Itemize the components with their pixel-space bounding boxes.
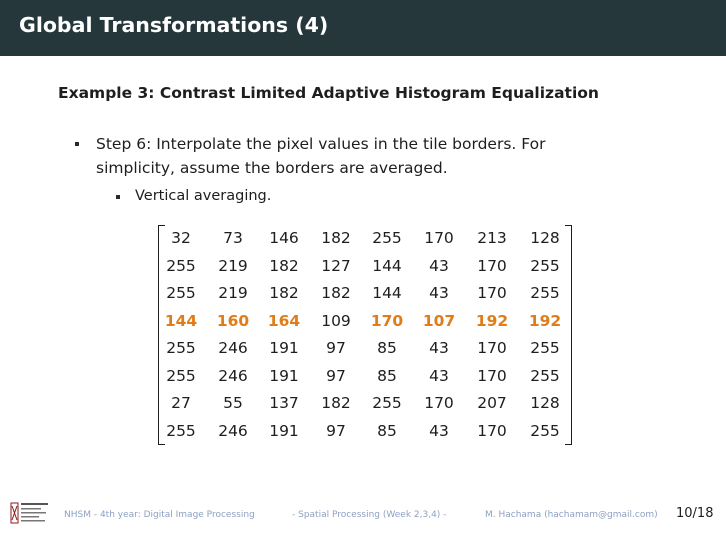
matrix-cell: 255 [166, 284, 196, 302]
matrix-cell: 191 [269, 339, 299, 357]
matrix-cell: 182 [269, 284, 299, 302]
matrix-cell: 109 [321, 311, 351, 330]
matrix-cell: 85 [377, 339, 397, 357]
matrix-cell: 144 [372, 256, 402, 275]
matrix-cell: 146 [269, 229, 299, 247]
matrix-cell: 191 [269, 421, 299, 440]
matrix-cell: 182 [321, 229, 351, 247]
matrix-cell: 43 [429, 284, 449, 302]
sub-bullet-icon [116, 195, 120, 199]
step-text: Step 6: Interpolate the pixel values in the tile borders. For simplicity, assume the borders are averaged. [96, 135, 546, 177]
matrix-cell: 43 [429, 421, 449, 440]
matrix-cell: 255 [530, 421, 560, 440]
matrix-cell: 191 [269, 366, 299, 385]
matrix-cell: 144 [372, 284, 402, 302]
bullet-icon [75, 142, 79, 146]
matrix-cell: 192 [528, 311, 562, 330]
matrix-cell: 246 [218, 366, 248, 385]
matrix-cell: 182 [269, 256, 299, 275]
matrix [158, 225, 572, 443]
matrix-cell: 27 [171, 394, 191, 412]
matrix-cell: 255 [166, 421, 196, 440]
matrix-cell: 255 [166, 366, 196, 385]
slide-title: Global Transformations (4) [19, 13, 329, 37]
matrix-cell: 164 [267, 311, 301, 330]
matrix-cell: 170 [477, 339, 507, 357]
matrix-cell: 160 [216, 311, 250, 330]
matrix-cell: 97 [326, 339, 346, 357]
matrix-cell: 255 [530, 284, 560, 302]
sub-bullet-text: Vertical averaging. [135, 188, 272, 204]
matrix-cell: 170 [477, 284, 507, 302]
matrix-cell: 128 [530, 229, 560, 247]
footer-institution: NHSM - 4th year: Digital Image Processing [64, 510, 255, 520]
matrix-cell: 170 [424, 229, 454, 247]
matrix-cell: 170 [477, 421, 507, 440]
matrix-cell: 128 [530, 394, 560, 412]
matrix-cell: 43 [429, 366, 449, 385]
matrix-cell: 170 [424, 394, 454, 412]
slide-title-bar [0, 0, 726, 56]
footer-author: M. Hachama (hachamam@gmail.com) [485, 510, 658, 520]
matrix-cell: 97 [326, 421, 346, 440]
matrix-cell: 246 [218, 421, 248, 440]
matrix-cell: 73 [223, 229, 243, 247]
matrix-cell: 219 [218, 256, 248, 275]
matrix-cell: 85 [377, 421, 397, 440]
matrix-cell: 255 [166, 339, 196, 357]
matrix-cell: 255 [372, 394, 402, 412]
matrix-cell: 32 [171, 229, 191, 247]
matrix-cell: 127 [321, 256, 351, 275]
matrix-cell: 43 [429, 339, 449, 357]
matrix-cell: 255 [530, 339, 560, 357]
matrix-cell: 170 [477, 366, 507, 385]
matrix-cell: 144 [164, 311, 198, 330]
footer-section: - Spatial Processing (Week 2,3,4) - [292, 510, 447, 520]
logo-icon [10, 500, 50, 526]
matrix-cell: 207 [477, 394, 507, 412]
matrix-cell: 255 [530, 366, 560, 385]
matrix-cell: 170 [370, 311, 404, 330]
matrix-cell: 170 [477, 256, 507, 275]
matrix-cell: 97 [326, 366, 346, 385]
matrix-cell: 255 [166, 256, 196, 275]
matrix-cell: 213 [477, 229, 507, 247]
matrix-cell: 182 [321, 394, 351, 412]
matrix-cell: 255 [530, 256, 560, 275]
matrix-cell: 85 [377, 366, 397, 385]
matrix-cell: 137 [269, 394, 299, 412]
matrix-cell: 192 [475, 311, 509, 330]
matrix-cell: 246 [218, 339, 248, 357]
page-number: 10/18 [676, 506, 714, 521]
matrix-cell: 55 [223, 394, 243, 412]
matrix-cell: 182 [321, 284, 351, 302]
matrix-cell: 219 [218, 284, 248, 302]
matrix-cell: 107 [422, 311, 456, 330]
matrix-cell: 255 [372, 229, 402, 247]
example-heading: Example 3: Contrast Limited Adaptive Histogram Equalization [58, 84, 599, 102]
matrix-cell: 43 [429, 256, 449, 275]
